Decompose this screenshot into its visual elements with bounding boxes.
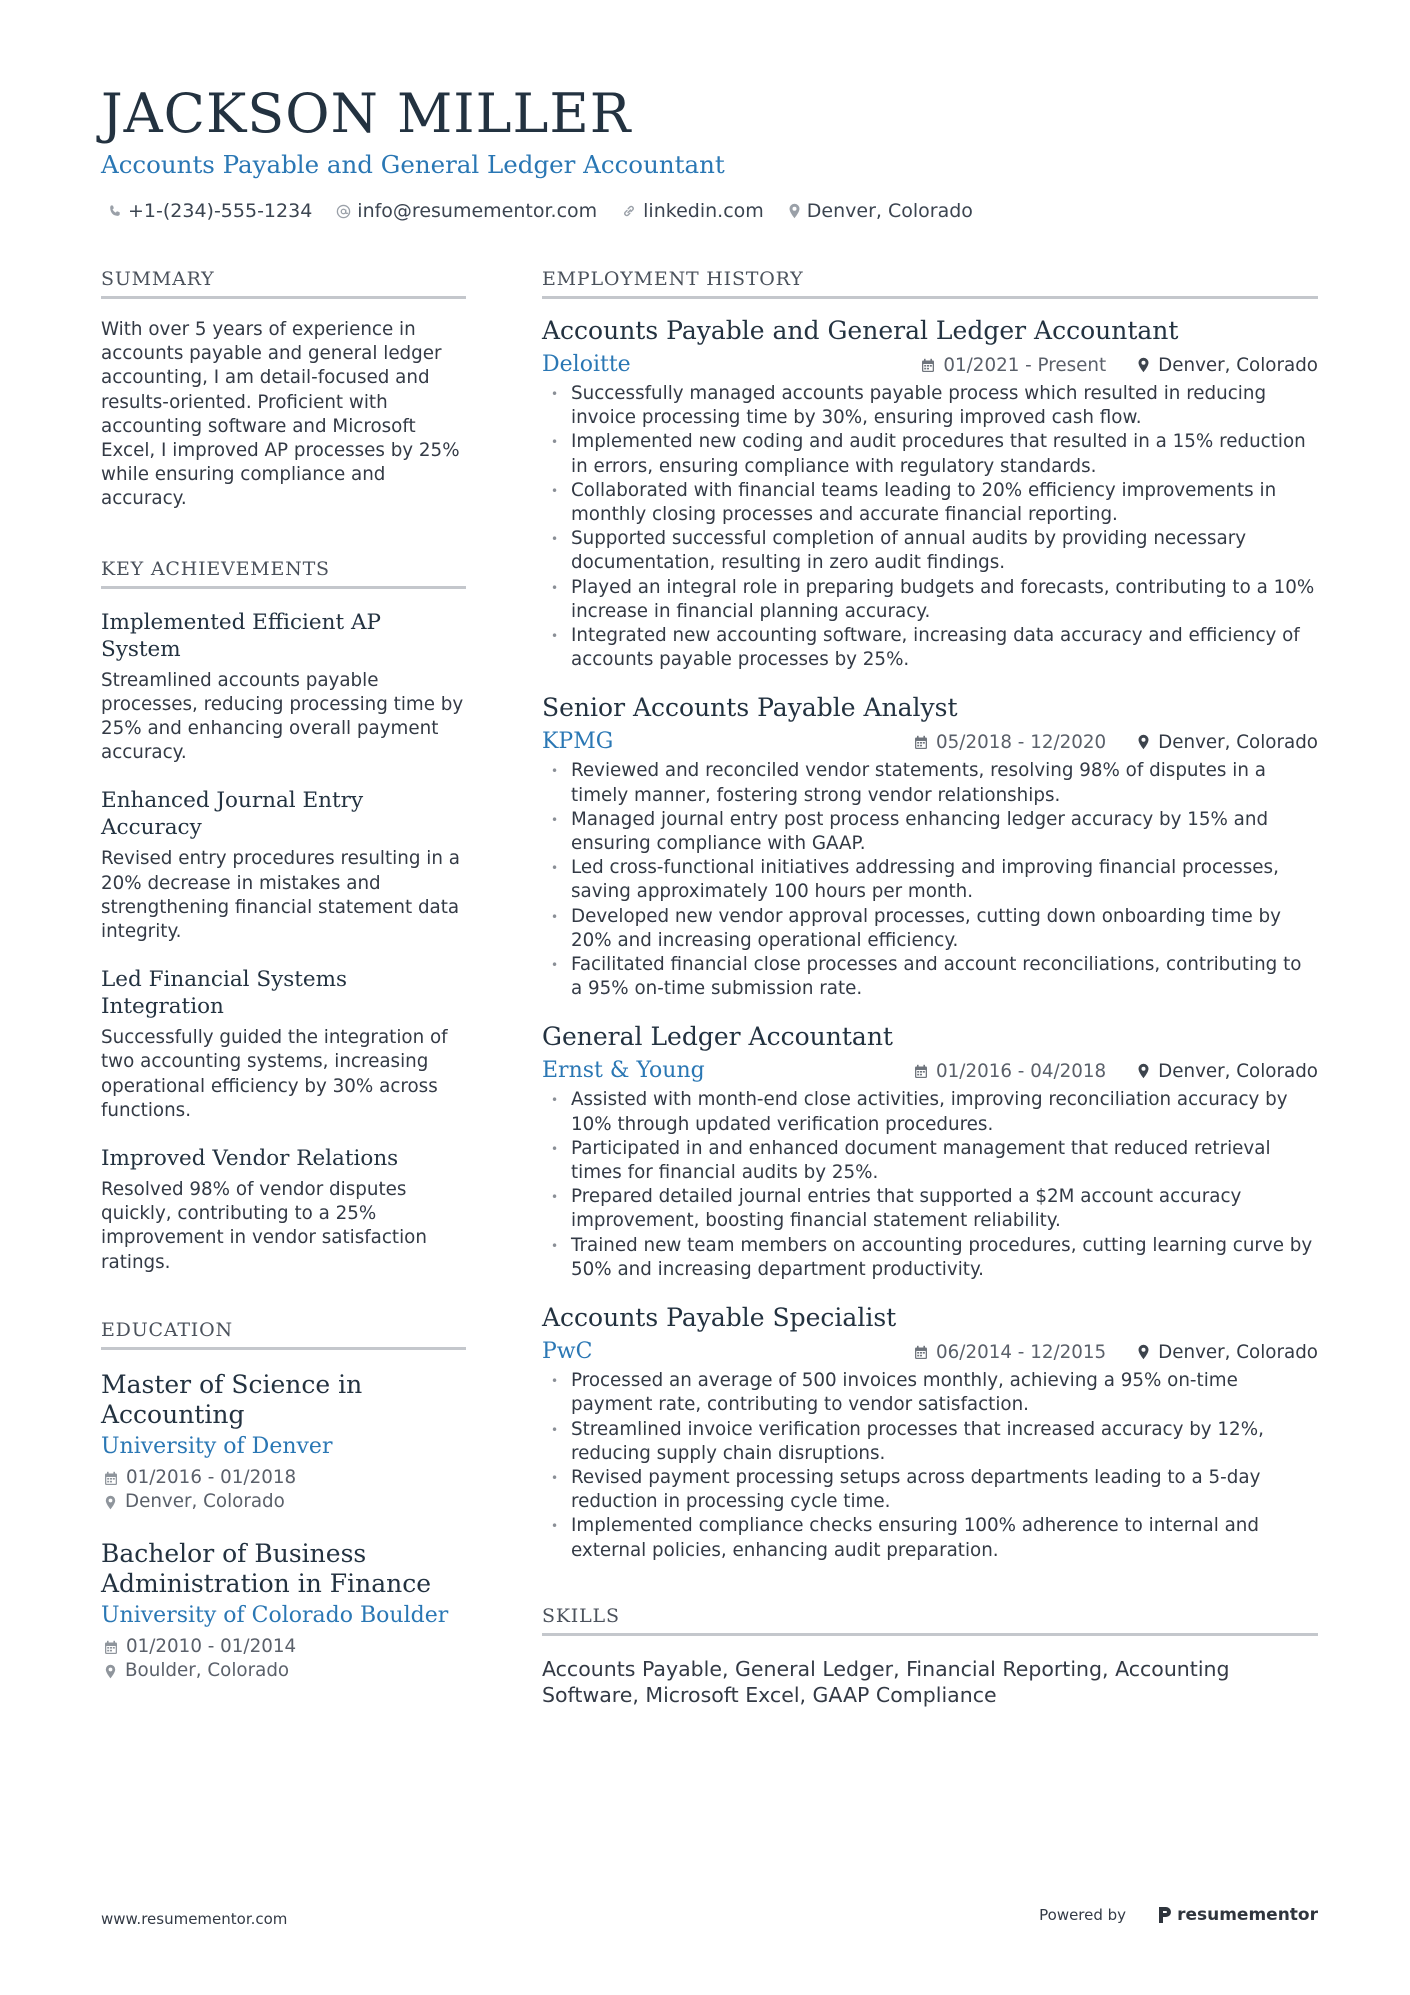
job-bullets: [542, 759, 1318, 1001]
job-header-row: [542, 1057, 1318, 1085]
job-entry: [542, 1022, 1318, 1282]
job-dates: [921, 355, 1106, 376]
education-location-text: Denver, Colorado: [125, 1491, 285, 1513]
job-bullet: • Collaborated with financial teams leading to 20% efficiency improvements in monthly closing processes and accurate financial reporting.: [542, 479, 1318, 527]
location-icon: [1137, 357, 1150, 373]
job-bullet: • Supported successful completion of annual audits by providing necessary documentation, resulting in zero audit findings.: [542, 527, 1318, 575]
job-title: Senior Accounts Payable Analyst: [542, 693, 958, 723]
job-location-text: Denver, Colorado: [1158, 731, 1318, 753]
job-location: [1137, 1061, 1318, 1082]
job-bullet: • Prepared detailed journal entries that supported a $2M account accuracy improvement, boosting financial statement reliability.: [542, 1185, 1318, 1233]
job-company: KPMG: [542, 729, 614, 755]
achievement-item: [101, 609, 466, 766]
contact-location-text: Denver, Colorado: [806, 200, 973, 222]
job-bullet: • Implemented compliance checks ensuring 100% adherence to internal and external policies, enhancing audit preparation.: [542, 1514, 1318, 1562]
education-location: [101, 1490, 466, 1515]
calendar-icon: [914, 1345, 928, 1360]
footer-powered-by: [1039, 1905, 1318, 1925]
calendar-icon: [914, 1064, 928, 1079]
calendar-icon: [921, 358, 935, 373]
achievement-text: Resolved 98% of vendor disputes quickly, contributing to a 25% improvement in vendor satisfaction ratings.: [101, 1179, 427, 1273]
location-icon: [1137, 1063, 1150, 1079]
achievement-item: [101, 787, 466, 944]
job-bullet: • Developed new vendor approval processes, cutting down onboarding time by 20% and increasing operational efficiency.: [542, 905, 1318, 953]
job-bullets: [542, 1369, 1318, 1563]
job-dates-text: 06/2014 - 12/2015: [936, 1341, 1107, 1363]
job-meta: [921, 355, 1318, 376]
job-bullet: • Implemented new coding and audit procedures that resulted in a 15% reduction in errors, ensuring compliance with regulatory standards.: [542, 430, 1318, 478]
contact-phone[interactable]: [108, 200, 312, 222]
footer-url[interactable]: www.resumementor.com: [101, 1910, 288, 1928]
contact-phone-text: +1-(234)-555-1234: [128, 200, 313, 222]
achievements-heading: KEY ACHIEVEMENTS: [101, 558, 466, 589]
powered-by-label: Powered by: [1039, 1906, 1127, 1924]
education-degree: Bachelor of Business Administration in Finance: [101, 1538, 432, 1598]
achievement-text: Successfully guided the integration of two accounting systems, increasing operational efficiency by 30% across functions.: [101, 1027, 448, 1121]
summary-heading: SUMMARY: [101, 268, 466, 299]
job-bullet: • Trained new team members on accounting procedures, cutting learning curve by 50% and increasing department productivity.: [542, 1234, 1318, 1282]
job-title: Accounts Payable and General Ledger Accountant: [542, 316, 1179, 345]
job-bullet: • Played an integral role in preparing budgets and forecasts, contributing to a 10% increase in financial planning accuracy.: [542, 576, 1318, 624]
job-bullet: • Facilitated financial close processes and account reconciliations, contributing to a 95% on-time submission rate.: [542, 953, 1318, 1001]
job-location: [1137, 1342, 1318, 1363]
job-dates-text: 05/2018 - 12/2020: [936, 731, 1107, 753]
job-dates-text: 01/2016 - 04/2018: [936, 1060, 1107, 1082]
achievement-item: [101, 1145, 466, 1275]
job-company: Deloitte: [542, 352, 631, 377]
job-meta: [914, 732, 1318, 753]
contact-linkedin-text: linkedin.com: [643, 200, 764, 222]
job-dates: [914, 1061, 1106, 1082]
job-meta: [914, 1342, 1318, 1363]
achievement-text: Streamlined accounts payable processes, reducing processing time by 25% and enhancing overall payment accuracy.: [101, 669, 464, 764]
job-location-text: Denver, Colorado: [1158, 1341, 1318, 1363]
achievement-text: Revised entry procedures resulting in a 20% decrease in mistakes and strengthening financial statement data integrity.: [101, 848, 460, 943]
job-bullets: [542, 382, 1318, 672]
education-school: University of Colorado Boulder: [101, 1602, 449, 1628]
education-dates: [101, 1466, 466, 1491]
contact-location: [788, 200, 973, 222]
job-header-row: [542, 351, 1318, 379]
brand-logo[interactable]: [1158, 1905, 1318, 1925]
job-bullet: • Reviewed and reconciled vendor statements, resolving 98% of disputes in a timely manner, fostering strong vendor relationships.: [542, 759, 1318, 807]
job-bullet: • Successfully managed accounts payable process which resulted in reducing invoice processing time by 30%, ensuring improved cash flow.: [542, 382, 1318, 430]
link-icon: [621, 203, 637, 219]
location-icon: [1137, 734, 1150, 750]
education-degree: Master of Science in Accounting: [101, 1369, 363, 1429]
job-bullet: • Streamlined invoice verification processes that increased accuracy by 12%, reducing supply chain disruptions.: [542, 1418, 1318, 1466]
job-location: [1137, 732, 1318, 753]
job-bullet: • Assisted with month-end close activities, improving reconciliation accuracy by 10% through updated verification procedures.: [542, 1088, 1318, 1136]
job-location: [1137, 355, 1318, 376]
education-dates: [101, 1635, 466, 1660]
job-header-row: [542, 728, 1318, 756]
job-bullet: • Participated in and enhanced document management that reduced retrieval times for financial audits by 25%.: [542, 1137, 1318, 1185]
contact-email[interactable]: [336, 200, 597, 222]
job-bullet: • Revised payment processing setups across departments leading to a 5-day reduction in processing cycle time.: [542, 1466, 1318, 1514]
education-school: University of Denver: [101, 1433, 333, 1459]
skills-heading: SKILLS: [542, 1605, 1318, 1636]
job-header-row: [542, 1338, 1318, 1366]
education-heading: EDUCATION: [101, 1319, 466, 1350]
calendar-icon: [104, 1640, 118, 1655]
location-icon: [104, 1495, 117, 1510]
location-icon: [788, 203, 801, 219]
employment-heading: EMPLOYMENT HISTORY: [542, 268, 1318, 299]
calendar-icon: [914, 735, 928, 750]
job-dates: [914, 1342, 1106, 1363]
job-dates-text: 01/2021 - Present: [943, 354, 1107, 376]
job-title: General Ledger Accountant: [542, 1022, 893, 1052]
job-location-text: Denver, Colorado: [1158, 1060, 1318, 1082]
job-company: PwC: [542, 1339, 593, 1365]
education-dates-text: 01/2010 - 01/2014: [126, 1635, 297, 1657]
job-entry: [542, 693, 1318, 1001]
achievement-title: Improved Vendor Relations: [101, 1146, 399, 1172]
candidate-name: JACKSON MILLER: [101, 82, 632, 145]
job-bullet: • Integrated new accounting software, increasing data accuracy and efficiency of accounts payable processes by 25%.: [542, 624, 1318, 672]
skills-text: Accounts Payable, General Ledger, Financial Reporting, Accounting Software, Microsoft Excel, GAAP Compliance: [542, 1656, 1230, 1707]
job-entry: [542, 1303, 1318, 1563]
education-item: [101, 1539, 466, 1684]
job-bullets: [542, 1088, 1318, 1282]
phone-icon: [108, 204, 122, 218]
contact-bar: [108, 200, 997, 222]
achievement-title: Enhanced Journal Entry Accuracy: [101, 788, 364, 841]
resumementor-logo-icon: [1158, 1906, 1172, 1924]
achievement-title: Led Financial Systems Integration: [101, 967, 348, 1020]
brand-name: resumementor: [1177, 1905, 1318, 1925]
job-bullet: • Led cross-functional initiatives addressing and improving financial processes, saving approximately 100 hours per month.: [542, 856, 1318, 904]
education-item: [101, 1370, 466, 1515]
job-dates: [914, 732, 1106, 753]
job-location-text: Denver, Colorado: [1158, 354, 1318, 376]
job-company: Ernst & Young: [542, 1058, 705, 1084]
location-icon: [1137, 1344, 1150, 1360]
job-entry: [542, 316, 1318, 672]
candidate-title: Accounts Payable and General Ledger Accountant: [101, 150, 725, 179]
right-column: [542, 268, 1318, 1708]
location-icon: [104, 1664, 117, 1679]
left-column: [101, 268, 466, 1684]
contact-linkedin[interactable]: [621, 200, 764, 222]
at-icon: [336, 204, 351, 219]
calendar-icon: [104, 1471, 118, 1486]
achievement-item: [101, 966, 466, 1123]
summary-text: With over 5 years of experience in accounts payable and general ledger accounting, I am detail-focused and results-oriented. Proficient with accounting software and Microsoft Excel, I improved AP processes by 25% while ensuring compliance and accuracy.: [101, 319, 460, 510]
job-meta: [914, 1061, 1318, 1082]
job-bullet: • Processed an average of 500 invoices monthly, achieving a 95% on-time payment rate, contributing to vendor satisfaction.: [542, 1369, 1318, 1417]
education-location-text: Boulder, Colorado: [125, 1660, 290, 1682]
education-dates-text: 01/2016 - 01/2018: [126, 1466, 297, 1488]
education-location: [101, 1659, 466, 1684]
job-bullet: • Managed journal entry post process enhancing ledger accuracy by 15% and ensuring compliance with GAAP.: [542, 808, 1318, 856]
contact-email-text: info@resumementor.com: [357, 200, 598, 222]
achievement-title: Implemented Efficient AP System: [101, 609, 381, 662]
job-title: Accounts Payable Specialist: [542, 1303, 897, 1333]
